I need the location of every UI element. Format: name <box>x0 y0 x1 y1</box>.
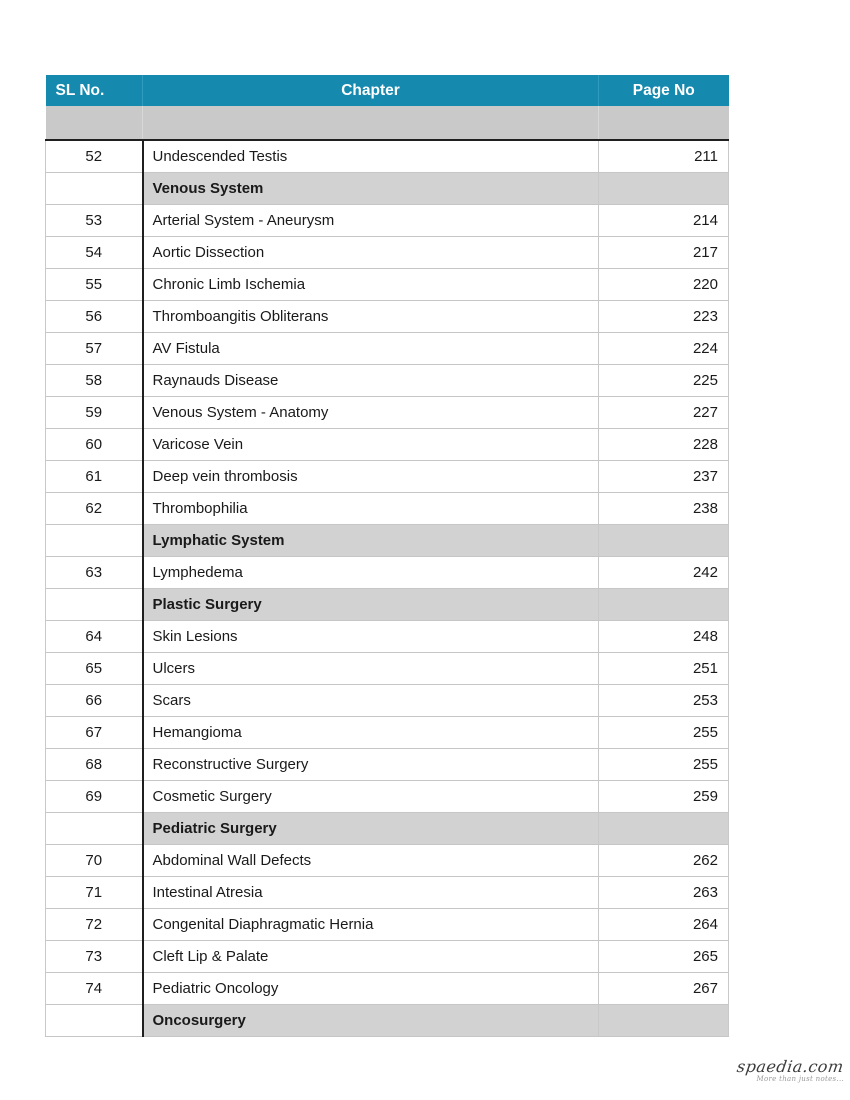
page-no-cell: 262 <box>599 845 729 877</box>
sl-no-cell: 69 <box>46 781 143 813</box>
chapter-cell: Thromboangitis Obliterans <box>143 301 599 333</box>
chapter-cell: Ulcers <box>143 653 599 685</box>
table-row <box>46 333 729 365</box>
chapter-cell: Thrombophilia <box>143 493 599 525</box>
chapter-cell: Deep vein thrombosis <box>143 461 599 493</box>
page-no-cell: 255 <box>599 717 729 749</box>
table-row <box>46 140 729 173</box>
chapter-cell: AV Fistula <box>143 333 599 365</box>
sl-no-cell: 68 <box>46 749 143 781</box>
chapter-cell: Congenital Diaphragmatic Hernia <box>143 909 599 941</box>
table-row <box>46 685 729 717</box>
chapter-cell: Intestinal Atresia <box>143 877 599 909</box>
section-row <box>46 1005 729 1037</box>
table-row <box>46 557 729 589</box>
page-no-cell <box>599 1005 729 1037</box>
table-row <box>46 237 729 269</box>
table-row <box>46 269 729 301</box>
chapter-cell: Scars <box>143 685 599 717</box>
chapter-cell: Reconstructive Surgery <box>143 749 599 781</box>
table-row <box>46 397 729 429</box>
chapter-cell: Lymphatic System <box>143 525 599 557</box>
sl-no-cell <box>46 525 143 557</box>
page-no-cell: 228 <box>599 429 729 461</box>
page-no-cell: 251 <box>599 653 729 685</box>
page-no-cell: 211 <box>599 140 729 173</box>
table-row <box>46 365 729 397</box>
page-no-cell: 223 <box>599 301 729 333</box>
table-row <box>46 717 729 749</box>
sl-no-cell: 72 <box>46 909 143 941</box>
sl-no-cell <box>46 106 143 140</box>
section-row <box>46 173 729 205</box>
watermark-brand: spaedia.com <box>735 1057 846 1076</box>
section-row <box>46 813 729 845</box>
page-no-cell: 255 <box>599 749 729 781</box>
chapter-cell: Undescended Testis <box>143 140 599 173</box>
chapter-cell: Cosmetic Surgery <box>143 781 599 813</box>
sl-no-cell: 71 <box>46 877 143 909</box>
table-row <box>46 205 729 237</box>
chapter-cell: Oncosurgery <box>143 1005 599 1037</box>
sl-no-cell <box>46 1005 143 1037</box>
header-page-no: Page No <box>599 75 729 106</box>
sl-no-cell: 55 <box>46 269 143 301</box>
sl-no-cell <box>46 589 143 621</box>
sl-no-cell: 74 <box>46 973 143 1005</box>
page-no-cell: 248 <box>599 621 729 653</box>
sl-no-cell: 61 <box>46 461 143 493</box>
sl-no-cell: 59 <box>46 397 143 429</box>
page-no-cell: 217 <box>599 237 729 269</box>
sl-no-cell: 54 <box>46 237 143 269</box>
page-no-cell: 259 <box>599 781 729 813</box>
watermark-tagline: More than just notes... <box>756 1074 844 1083</box>
chapter-cell: Varicose Vein <box>143 429 599 461</box>
page-no-cell <box>599 589 729 621</box>
page-no-cell <box>599 106 729 140</box>
sl-no-cell <box>46 813 143 845</box>
toc-table <box>45 75 729 1037</box>
chapter-cell: Arterial System - Aneurysm <box>143 205 599 237</box>
table-row <box>46 941 729 973</box>
sl-no-cell <box>46 173 143 205</box>
header-sl-no: SL No. <box>46 75 143 106</box>
sl-no-cell: 70 <box>46 845 143 877</box>
chapter-cell: Pediatric Oncology <box>143 973 599 1005</box>
page-no-cell <box>599 813 729 845</box>
page-no-cell: 267 <box>599 973 729 1005</box>
chapter-cell: Skin Lesions <box>143 621 599 653</box>
table-row <box>46 845 729 877</box>
sl-no-cell: 65 <box>46 653 143 685</box>
sl-no-cell: 53 <box>46 205 143 237</box>
page-no-cell: 227 <box>599 397 729 429</box>
sl-no-cell: 73 <box>46 941 143 973</box>
sl-no-cell: 63 <box>46 557 143 589</box>
chapter-cell: Venous System - Anatomy <box>143 397 599 429</box>
table-row <box>46 909 729 941</box>
header-chapter: Chapter <box>143 75 599 106</box>
sl-no-cell: 57 <box>46 333 143 365</box>
table-row <box>46 493 729 525</box>
chapter-cell: Hemangioma <box>143 717 599 749</box>
page-no-cell: 253 <box>599 685 729 717</box>
table-row <box>46 301 729 333</box>
page-no-cell: 238 <box>599 493 729 525</box>
section-row <box>46 525 729 557</box>
page-no-cell: 214 <box>599 205 729 237</box>
chapter-cell: Aortic Dissection <box>143 237 599 269</box>
table-header-row <box>46 75 729 106</box>
sl-no-cell: 60 <box>46 429 143 461</box>
page-no-cell: 220 <box>599 269 729 301</box>
chapter-cell: Chronic Limb Ischemia <box>143 269 599 301</box>
table-row <box>46 653 729 685</box>
table-row <box>46 749 729 781</box>
chapter-cell: Abdominal Wall Defects <box>143 845 599 877</box>
sl-no-cell: 66 <box>46 685 143 717</box>
chapter-cell: Pediatric Surgery <box>143 813 599 845</box>
page-no-cell: 242 <box>599 557 729 589</box>
sl-no-cell: 52 <box>46 140 143 173</box>
chapter-cell: Raynauds Disease <box>143 365 599 397</box>
sl-no-cell: 62 <box>46 493 143 525</box>
page-no-cell: 265 <box>599 941 729 973</box>
page-no-cell: 225 <box>599 365 729 397</box>
chapter-cell: Lymphedema <box>143 557 599 589</box>
section-row <box>46 589 729 621</box>
table-row <box>46 621 729 653</box>
sl-no-cell: 64 <box>46 621 143 653</box>
chapter-cell <box>143 106 599 140</box>
table-row <box>46 781 729 813</box>
table-row <box>46 461 729 493</box>
page-no-cell <box>599 173 729 205</box>
chapter-cell: Venous System <box>143 173 599 205</box>
sl-no-cell: 56 <box>46 301 143 333</box>
watermark <box>737 1058 844 1083</box>
table-row <box>46 877 729 909</box>
page-no-cell: 263 <box>599 877 729 909</box>
page-no-cell: 224 <box>599 333 729 365</box>
page-no-cell <box>599 525 729 557</box>
table-row <box>46 973 729 1005</box>
table-row <box>46 429 729 461</box>
page-no-cell: 264 <box>599 909 729 941</box>
chapter-cell: Plastic Surgery <box>143 589 599 621</box>
sl-no-cell: 67 <box>46 717 143 749</box>
continuation-row <box>46 106 729 140</box>
chapter-cell: Cleft Lip & Palate <box>143 941 599 973</box>
page-no-cell: 237 <box>599 461 729 493</box>
sl-no-cell: 58 <box>46 365 143 397</box>
